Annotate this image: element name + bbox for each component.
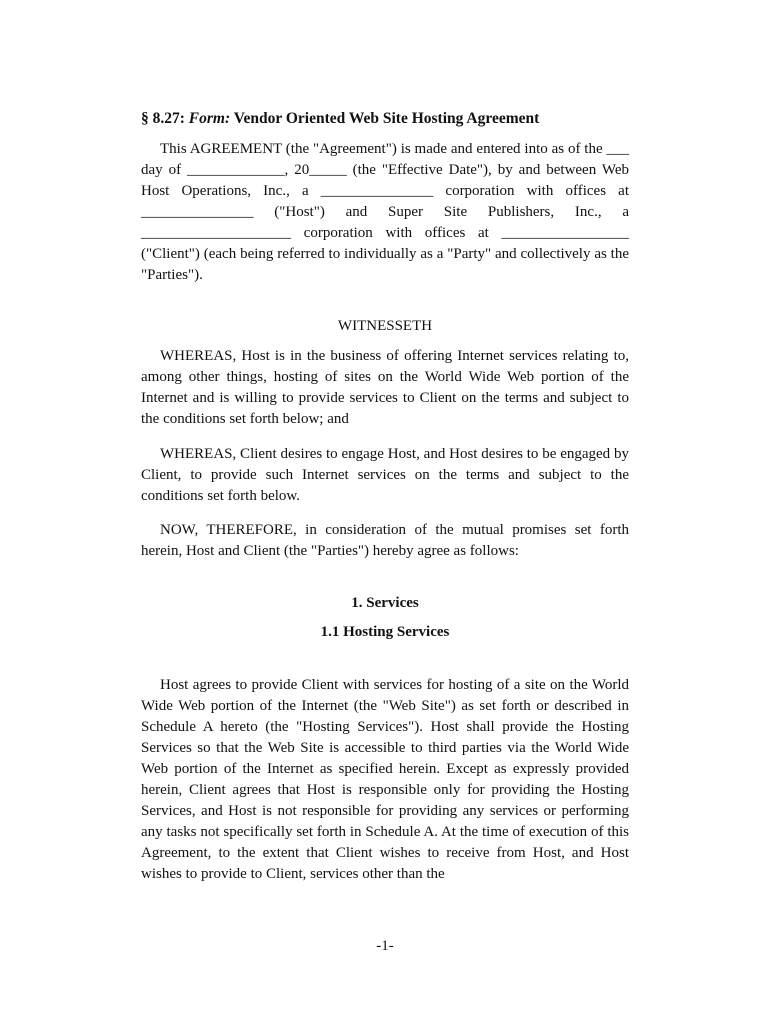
- title-text: Vendor Oriented Web Site Hosting Agreement: [230, 110, 540, 127]
- document-title: [141, 110, 629, 128]
- hosting-services-paragraph: Host agrees to provide Client with services for hosting of a site on the World Wide Web portion of the Internet (the "Web Site") as set forth or described in Schedule A hereto (the "Hosting Services"). Host shall provide the Hosting Services so that the Web Site is accessible to third parties via the World Wide Web portion of the Internet as specified herein. Except as expressly provided herein, Client agrees that Host is responsible only for providing the Hosting Services, and Host is not responsible for providing any services or performing any tasks not specifically set forth in Schedule A. At the time of execution of this Agreement, to the extent that Client wishes to receive from Host, and Host wishes to provide to Client, services other than the: [141, 677, 629, 882]
- whereas-paragraph-1: WHEREAS, Host is in the business of offering Internet services relating to, among other things, hosting of sites on the World Wide Web portion of the Internet and is willing to provide services to Client on the terms and subject to the conditions set forth below; and: [141, 348, 629, 427]
- title-form-label: Form:: [188, 110, 231, 127]
- whereas-paragraph-2: WHEREAS, Client desires to engage Host, and Host desires to be engaged by Client, to provide such Internet services on the terms and subject to the conditions set forth below.: [141, 446, 629, 504]
- page-number: -1-: [376, 938, 394, 954]
- now-therefore-paragraph: NOW, THEREFORE, in consideration of the mutual promises set forth herein, Host and Client (the "Parties") hereby agree as follows:: [141, 522, 629, 559]
- section-1-1-heading: 1.1 Hosting Services: [320, 624, 450, 640]
- section-1-heading: 1. Services: [351, 595, 419, 611]
- witnesseth-heading: WITNESSETH: [337, 318, 433, 334]
- title-section-number: § 8.27:: [141, 110, 189, 127]
- intro-paragraph: This AGREEMENT (the "Agreement") is made and entered into as of the ___ day of _____________, 20_____ (the "Effective Date"), by and between Web Host Operations, Inc., a _______________ corporation with offices at _______________ ("Host") and Super Site Publishers, Inc., a ____________________ corporation with offices at _________________ ("Client") (each being referred to individually as a "Party" and collectively as the "Parties").: [141, 141, 629, 283]
